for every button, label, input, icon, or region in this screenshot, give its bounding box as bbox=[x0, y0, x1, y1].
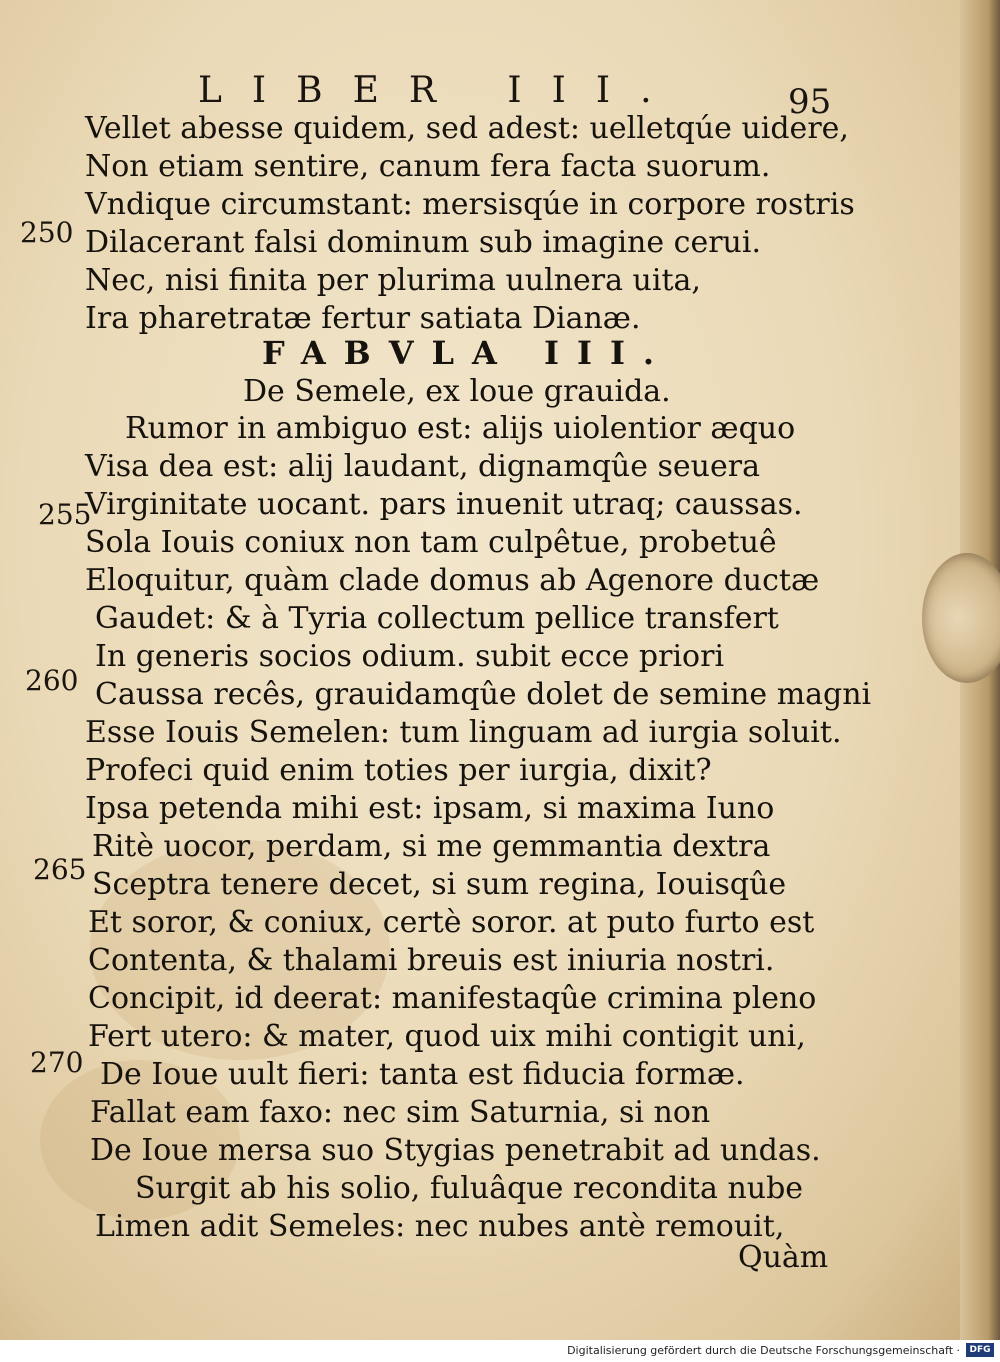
verse-line: Nec, nisi finita per plurima uulnera uita, bbox=[85, 263, 701, 298]
verse-line: Vellet abesse quidem, sed adest: uelletqúe uidere, bbox=[85, 111, 849, 146]
verse-line: Surgit ab his solio, fuluâque recondita nube bbox=[135, 1171, 804, 1206]
verse-line: Virginitate uocant. pars inuenit utraq; caussas. bbox=[85, 487, 803, 522]
verse-line: Rumor in ambiguo est: alijs uiolentior æquo bbox=[125, 411, 796, 446]
catchword: Quàm bbox=[738, 1240, 829, 1275]
verse-line: Caussa recês, grauidamqûe dolet de semine magni bbox=[95, 677, 872, 712]
verse-line: Fallat eam faxo: nec sim Saturnia, si non bbox=[90, 1095, 711, 1130]
verse-line: Dilacerant falsi dominum sub imagine cerui. bbox=[85, 225, 762, 260]
line-number: 265 bbox=[33, 853, 87, 886]
fabula-subtitle: De Semele, ex loue grauida. bbox=[243, 374, 671, 409]
verse-line: Profeci quid enim toties per iurgia, dixit? bbox=[85, 753, 712, 788]
verse-line: Eloquitur, quàm clade domus ab Agenore ductæ bbox=[85, 563, 820, 598]
fabula-heading: FABVLA III. bbox=[262, 334, 673, 372]
verse-line: Esse Iouis Semelen: tum linguam ad iurgia soluit. bbox=[85, 715, 842, 750]
verse-line: Et soror, & coniux, certè soror. at puto furto est bbox=[88, 905, 815, 940]
verse-line: De Ioue uult fieri: tanta est fiducia formæ. bbox=[100, 1057, 745, 1092]
verse-line: Sceptra tenere decet, si sum regina, Iouisqûe bbox=[92, 867, 787, 902]
line-number: 255 bbox=[38, 498, 92, 531]
verse-line: Ira pharetratæ fertur satiata Dianæ. bbox=[85, 301, 641, 336]
verse-line: Ritè uocor, perdam, si me gemmantia dextra bbox=[92, 829, 771, 864]
line-number: 250 bbox=[20, 216, 74, 249]
verse-line: Fert utero: & mater, quod uix mihi contigit uni, bbox=[88, 1019, 806, 1054]
verse-line: Contenta, & thalami breuis est iniuria nostri. bbox=[88, 943, 775, 978]
line-number: 260 bbox=[25, 664, 79, 697]
verse-line: Sola Iouis coniux non tam culpêtue, probetuê bbox=[85, 525, 777, 560]
verse-line: Non etiam sentire, canum fera facta suorum. bbox=[85, 149, 771, 184]
verse-line: Visa dea est: alij laudant, dignamqûe seuera bbox=[85, 449, 760, 484]
verse-line: Ipsa petenda mihi est: ipsam, si maxima Iuno bbox=[85, 791, 775, 826]
verse-line: De Ioue mersa suo Stygias penetrabit ad undas. bbox=[90, 1133, 821, 1168]
page-number: 95 bbox=[788, 82, 832, 122]
running-title: LIBER III. bbox=[198, 70, 682, 111]
verse-line: Limen adit Semeles: nec nubes antè remouit, bbox=[95, 1209, 785, 1244]
dfg-logo: DFG bbox=[966, 1343, 994, 1357]
verse-line: Concipit, id deerat: manifestaqûe crimina pleno bbox=[88, 981, 817, 1016]
digitization-credit: Digitalisierung gefördert durch die Deutsche Forschungsgemeinschaft · bbox=[567, 1344, 960, 1357]
verse-line: In generis socios odium. subit ecce priori bbox=[95, 639, 725, 674]
line-number: 270 bbox=[30, 1046, 84, 1079]
verse-line: Vndique circumstant: mersisqúe in corpore rostris bbox=[85, 187, 855, 222]
verse-line: Gaudet: & à Tyria collectum pellice transfert bbox=[95, 601, 779, 636]
